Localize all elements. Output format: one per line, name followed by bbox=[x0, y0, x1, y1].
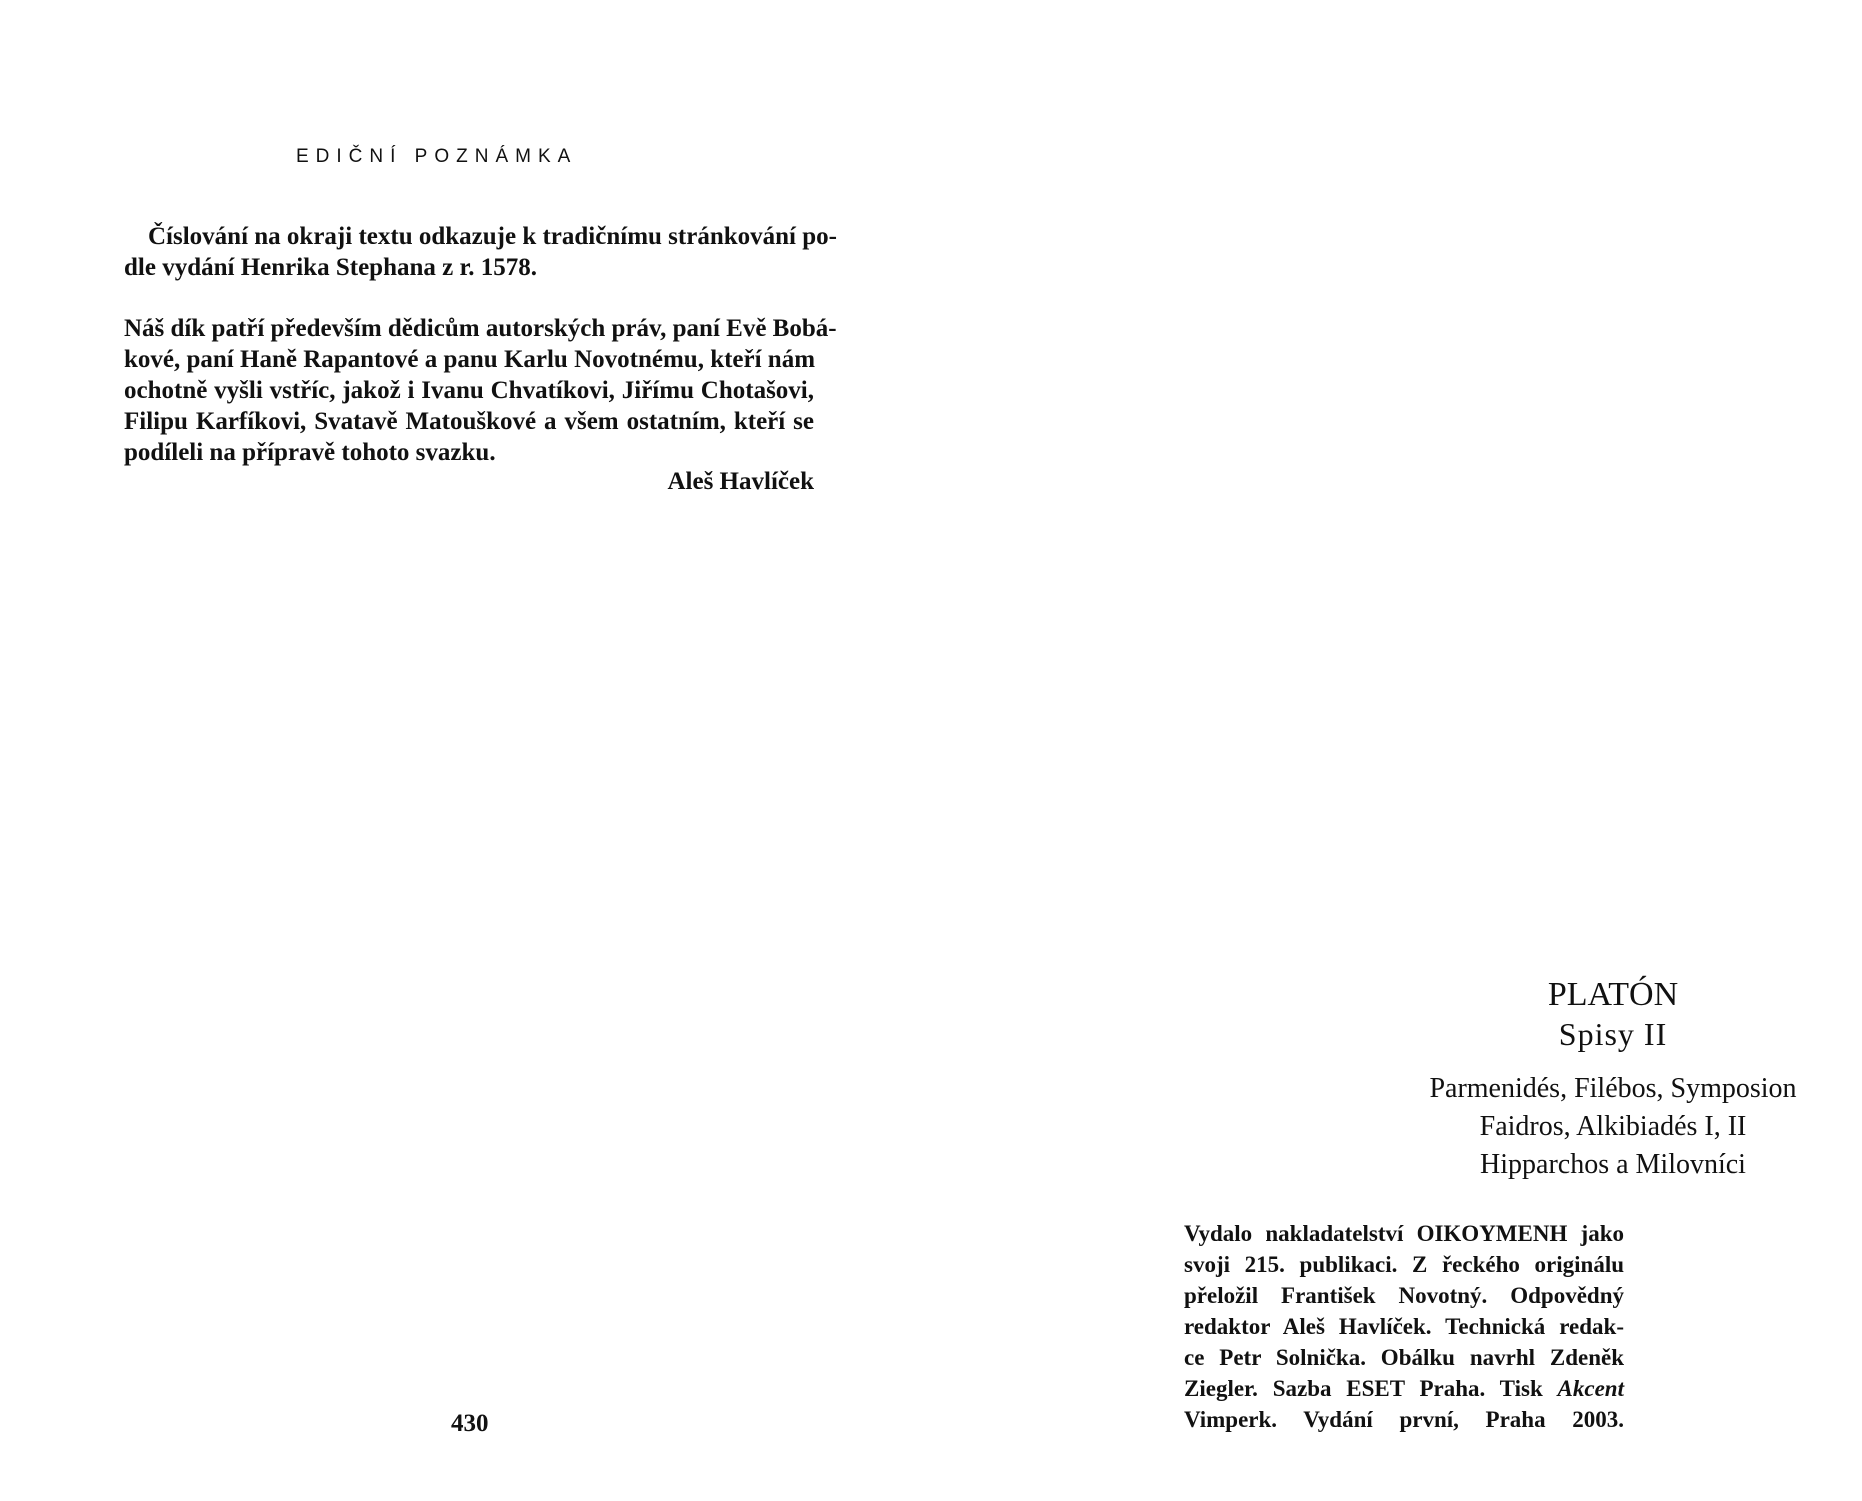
works-list bbox=[1333, 1070, 1862, 1184]
colophon-line: redaktor Aleš Havlíček. Technická redak- bbox=[1184, 1314, 1624, 1339]
colophon-line: Vydalo nakladatelství OIKOYMENH jako bbox=[1184, 1221, 1624, 1246]
paragraph-acknowledgements bbox=[124, 313, 837, 468]
text-line: Číslování na okraji textu odkazuje k tradičnímu stránkování po- bbox=[148, 223, 837, 250]
right-page bbox=[931, 0, 1862, 1501]
text-line: ochotně vyšli vstříc, jakož i Ivanu Chvatíkovi, Jiřímu Chotašovi, bbox=[124, 377, 814, 404]
signature: Aleš Havlíček bbox=[667, 468, 814, 495]
text-line: dle vydání Henrika Stephana z r. 1578. bbox=[124, 254, 538, 281]
author-name: PLATÓN bbox=[1547, 976, 1679, 1013]
text-line: Náš dík patří především dědicům autorských práv, paní Evě Bobá- bbox=[124, 315, 837, 342]
colophon-line: svoji 215. publikaci. Z řeckého originálu bbox=[1184, 1252, 1624, 1277]
text-line: Filipu Karfíkovi, Svatavě Matouškové a všem ostatním, kteří se bbox=[124, 408, 814, 435]
colophon-line-with-printer bbox=[1184, 1373, 1624, 1404]
colophon-line: Vimperk. Vydání první, Praha 2003. bbox=[1184, 1407, 1624, 1432]
printer-name: Akcent bbox=[1557, 1376, 1624, 1401]
colophon bbox=[1184, 1218, 1624, 1435]
colophon-line: Ziegler. Sazba ESET Praha. Tisk bbox=[1184, 1376, 1543, 1401]
text-line: kové, paní Haně Rapantové a panu Karlu Novotnému, kteří nám bbox=[124, 346, 816, 373]
works-line: Hipparchos a Milovníci bbox=[1480, 1149, 1746, 1180]
works-line: Parmenidés, Filébos, Symposion bbox=[1429, 1073, 1797, 1104]
series-title: Spisy II bbox=[1558, 1016, 1668, 1052]
colophon-line: přeložil František Novotný. Odpovědný bbox=[1184, 1283, 1624, 1308]
paragraph-numbering-note bbox=[124, 221, 837, 283]
text-line: podíleli na přípravě tohoto svazku. bbox=[124, 439, 496, 466]
works-line: Faidros, Alkibiadés I, II bbox=[1479, 1111, 1747, 1142]
page-number: 430 bbox=[451, 1410, 489, 1437]
section-heading: EDIČNÍ POZNÁMKA bbox=[296, 146, 578, 167]
colophon-line: ce Petr Solnička. Obálku navrhl Zdeněk bbox=[1184, 1345, 1624, 1370]
